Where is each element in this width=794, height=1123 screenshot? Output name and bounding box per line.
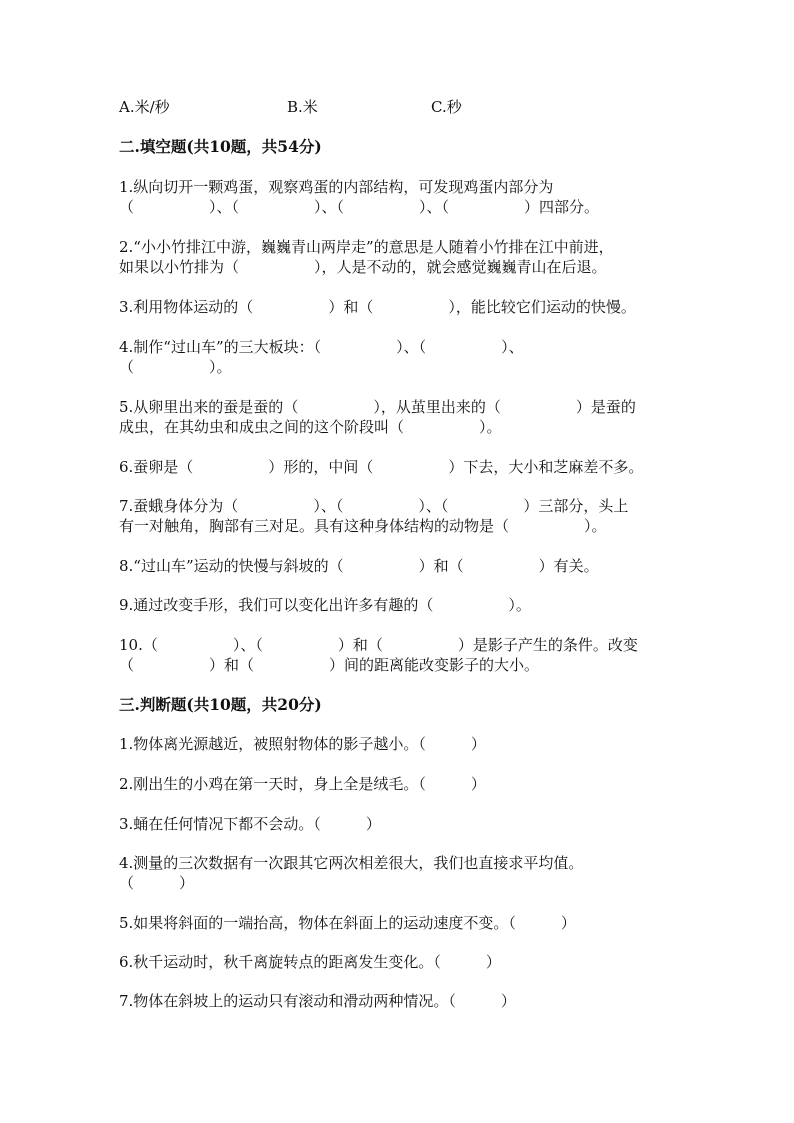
fill-q2-line1: 2.“小小竹排江中游，巍巍青山两岸走”的意思是人随着小竹排在江中前进， bbox=[119, 238, 614, 256]
fill-q10-line1: 10.（ ）、（ ）和（ ）是影子产生的条件。改变 bbox=[119, 636, 638, 654]
option-c: C.秒 bbox=[431, 98, 462, 116]
option-b: B.米 bbox=[287, 98, 318, 116]
section3-heading: 三.判断题(共10题，共20分) bbox=[119, 695, 322, 714]
section2-heading: 二.填空题(共10题，共54分) bbox=[119, 137, 322, 156]
fill-q1-line1: 1.纵向切开一颗鸡蛋，观察鸡蛋的内部结构，可发现鸡蛋内部分为 bbox=[119, 178, 554, 196]
fill-q1-line2: （ ）、（ ）、（ ）、（ ）四部分。 bbox=[119, 198, 600, 216]
judge-q4-line2: （ ） bbox=[119, 874, 195, 892]
fill-q7-line1: 7.蚕蛾身体分为（ ）、（ ）、（ ）三部分，头上 bbox=[119, 497, 629, 515]
fill-q5-line1: 5.从卵里出来的蚕是蚕的（ ），从茧里出来的（ ）是蚕的 bbox=[119, 398, 636, 416]
judge-q3: 3.蛹在任何情况下都不会动。（ ） bbox=[119, 815, 381, 833]
fill-q8-line1: 8.“过山车”运动的快慢与斜坡的（ ）和（ ）有关。 bbox=[119, 557, 599, 575]
fill-q6-line1: 6.蚕卵是（ ）形的，中间（ ）下去，大小和芝麻差不多。 bbox=[119, 458, 644, 476]
fill-q5-line2: 成虫，在其幼虫和成虫之间的这个阶段叫（ ）。 bbox=[119, 418, 502, 436]
judge-q1: 1.物体离光源越近，被照射物体的影子越小。（ ） bbox=[119, 735, 486, 753]
fill-q3-line1: 3.利用物体运动的（ ）和（ ），能比较它们运动的快慢。 bbox=[119, 298, 636, 316]
option-a: A.米/秒 bbox=[119, 98, 170, 116]
judge-q4-line1: 4.测量的三次数据有一次跟其它两次相差很大，我们也直接求平均值。 bbox=[119, 854, 584, 872]
judge-q6: 6.秋千运动时，秋千离旋转点的距离发生变化。（ ） bbox=[119, 953, 501, 971]
fill-q2-line2: 如果以小竹排为（ ），人是不动的，就会感觉巍巍青山在后退。 bbox=[119, 258, 607, 276]
fill-q10-line2: （ ）和（ ）间的距离能改变影子的大小。 bbox=[119, 656, 540, 674]
judge-q5: 5.如果将斜面的一端抬高，物体在斜面上的运动速度不变。（ ） bbox=[119, 914, 576, 932]
judge-q2: 2.刚出生的小鸡在第一天时，身上全是绒毛。（ ） bbox=[119, 775, 486, 793]
judge-q7: 7.物体在斜坡上的运动只有滚动和滑动两种情况。（ ） bbox=[119, 992, 516, 1010]
fill-q7-line2: 有一对触角，胸部有三对足。具有这种身体结构的动物是（ ）。 bbox=[119, 517, 607, 535]
fill-q9-line1: 9.通过改变手形，我们可以变化出许多有趣的（ ）。 bbox=[119, 596, 531, 614]
fill-q4-line1: 4.制作“过山车”的三大板块：（ ）、（ ）、 bbox=[119, 338, 524, 356]
fill-q4-line2: （ ）。 bbox=[119, 358, 232, 376]
